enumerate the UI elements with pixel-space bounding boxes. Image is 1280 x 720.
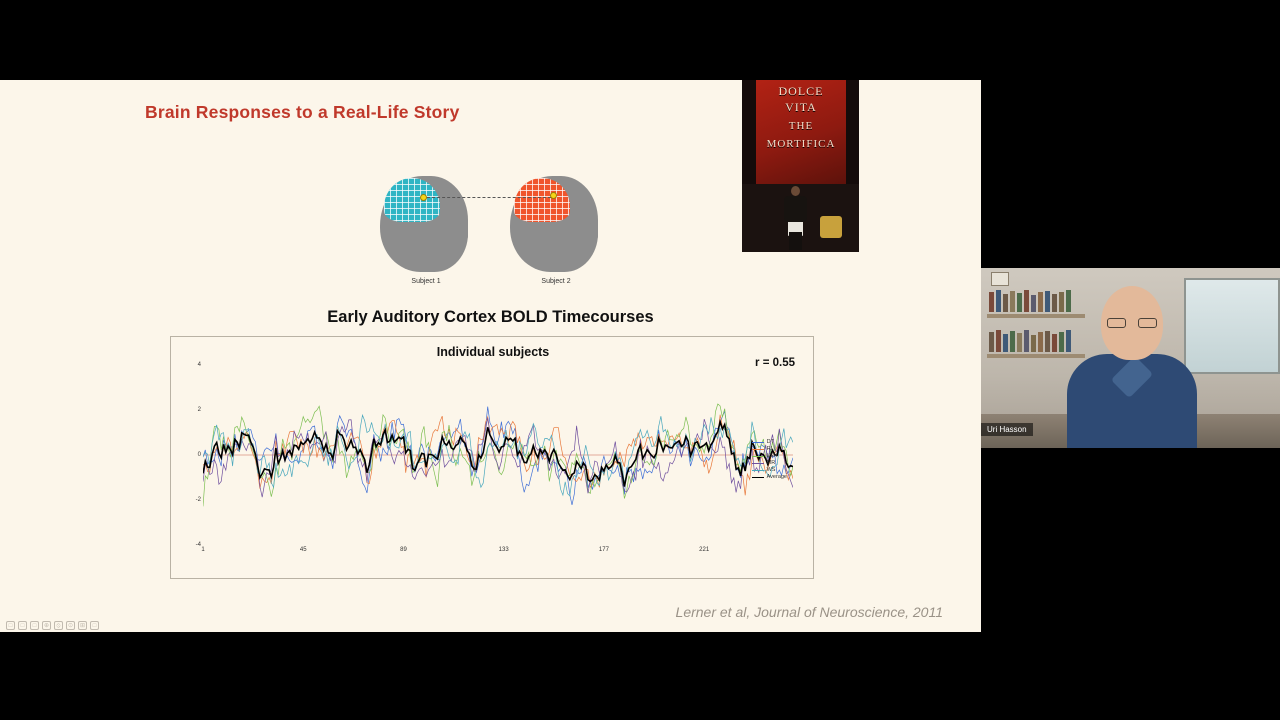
x-axis-tick: 1 (201, 547, 205, 553)
legend-label: LSH (766, 453, 778, 459)
chart-title: Individual subjects (436, 345, 550, 359)
legend-color-swatch (752, 470, 764, 471)
subject1-head-icon (380, 170, 476, 274)
coupling-connector-line (427, 197, 551, 198)
poster-line-4: MORTIFICA (766, 138, 836, 150)
webcam-tile[interactable] (981, 268, 1280, 448)
speaker-jacket (784, 196, 807, 222)
bookshelf-plank-bottom (987, 354, 1085, 358)
x-axis-tick: 89 (400, 547, 407, 553)
x-axis-tick: 177 (598, 547, 609, 553)
subject2-head-icon (510, 170, 606, 274)
legend-label: MR (766, 460, 776, 466)
subject2-label: Subject 2 (541, 278, 571, 285)
correlation-annotation: r = 0.55 (755, 357, 795, 369)
legend-label: Average (766, 474, 787, 480)
glasses-icon (1107, 318, 1157, 328)
legend-label: RL (766, 446, 774, 452)
legend-item (752, 460, 787, 466)
y-axis-tick: -4 (195, 542, 201, 548)
legend-color-swatch (752, 463, 764, 464)
y-axis (189, 362, 203, 548)
legend-label: WS (766, 467, 776, 473)
chart-section-heading: Early Auditory Cortex BOLD Timecourses (327, 308, 654, 326)
bookshelf-books-bottom (989, 330, 1071, 352)
stage-chair (820, 216, 842, 238)
two-subject-brain-diagram (380, 170, 620, 305)
stage-photo-inset (742, 80, 859, 252)
participant-name-label: Uri Hasson (981, 423, 1033, 436)
brain-grid (384, 178, 440, 222)
mini-toolbar-button-3[interactable]: ⊕ (43, 623, 50, 629)
mini-toolbar-button-5[interactable]: ⊙ (67, 623, 74, 629)
poster-line-2: VITA (785, 100, 817, 114)
legend-item (752, 453, 787, 459)
mini-toolbar-button-1[interactable]: □ (18, 621, 27, 630)
y-axis-tick: 4 (197, 362, 201, 368)
legend-color-swatch (752, 477, 764, 478)
presentation-slide (0, 80, 981, 632)
legend-item (752, 446, 787, 452)
window (1184, 278, 1280, 374)
voxel-node-subject2 (550, 192, 557, 199)
legend-color-swatch (752, 442, 764, 443)
mini-toolbar-button-4[interactable]: ⦸ (54, 621, 63, 630)
timecourse-traces (203, 365, 793, 545)
legend-color-swatch (752, 449, 764, 450)
speaker-head (791, 186, 800, 196)
slide-mini-toolbar[interactable] (6, 621, 99, 630)
mini-toolbar-button-7[interactable]: □ (90, 621, 99, 630)
brain-region-subject2 (514, 178, 570, 222)
bold-timecourse-chart (170, 336, 814, 579)
page-title: Brain Responses to a Real-Life Story (145, 102, 460, 122)
x-axis-tick: 221 (699, 547, 710, 553)
y-axis-tick: -2 (195, 497, 201, 503)
x-axis-tick: 45 (299, 547, 307, 553)
bookshelf-plank-top (987, 314, 1085, 318)
y-axis-tick: 0 (197, 452, 201, 458)
poster-backdrop (756, 80, 846, 184)
x-axis-tick: 133 (498, 547, 509, 553)
speaker-legs (789, 232, 802, 250)
legend-label: DT (766, 439, 774, 445)
poster-line-3: THE (788, 120, 814, 132)
legend-item (752, 439, 787, 445)
legend-color-swatch (752, 456, 764, 457)
brain-grid (514, 178, 570, 222)
mini-toolbar-button-0[interactable]: □ (6, 621, 15, 630)
mini-toolbar-button-6[interactable]: ⊞ (79, 623, 86, 629)
x-axis (203, 547, 793, 559)
voxel-node-subject1 (420, 194, 427, 201)
brain-region-subject1 (384, 178, 440, 222)
poster-line-1: DOLCE (778, 84, 824, 98)
legend-item (752, 474, 787, 480)
citation-text: Lerner et al, Journal of Neuroscience, 2011 (675, 604, 943, 620)
bookshelf-books-top (989, 290, 1071, 312)
mini-toolbar-button-2[interactable]: □ (30, 621, 39, 630)
subject1-label: Subject 1 (411, 278, 441, 285)
picture-frame (991, 272, 1009, 286)
chart-legend (752, 439, 787, 480)
legend-item (752, 467, 787, 473)
y-axis-tick: 2 (197, 407, 201, 413)
